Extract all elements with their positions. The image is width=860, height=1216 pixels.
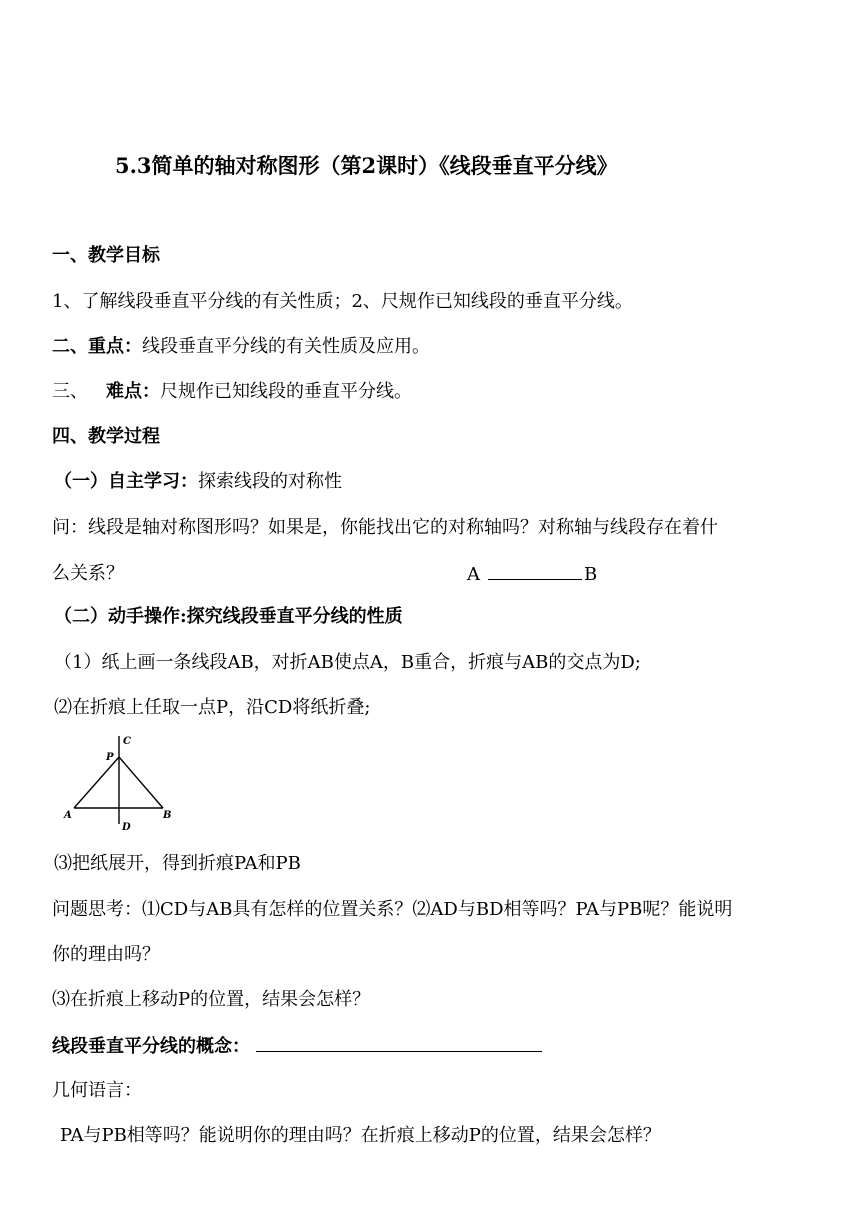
step2-text: ⑵在折痕上任取一点P，沿CD将纸折叠; bbox=[54, 697, 371, 718]
difficulty-label: 难点： bbox=[106, 381, 160, 402]
objectives-text: 1、了解线段垂直平分线的有关性质；2、尺规作已知线段的垂直平分线。 bbox=[52, 291, 633, 312]
section-heading-process: 四、教学过程 bbox=[52, 426, 160, 447]
difficulty-text: 尺规作已知线段的垂直平分线。 bbox=[160, 381, 412, 402]
step3-text: ⑶把纸展开，得到折痕PA和PB bbox=[54, 853, 301, 874]
label-b: B bbox=[163, 810, 172, 821]
final-question: PA与PB相等吗？能说明你的理由吗？在折痕上移动P的位置，结果会怎样？ bbox=[60, 1125, 661, 1146]
concept-blank bbox=[256, 1033, 542, 1052]
step1-text: （1）纸上画一条线段AB，对折AB使点A，B重合，折痕与AB的交点为D; bbox=[54, 652, 641, 673]
segment-label-b: B bbox=[584, 564, 598, 585]
label-p: P bbox=[106, 752, 114, 763]
segment-line bbox=[488, 561, 582, 580]
label-d: D bbox=[122, 822, 131, 832]
part2-heading: （二）动手操作:探究线段垂直平分线的性质 bbox=[54, 606, 403, 627]
segment-ab bbox=[467, 561, 597, 588]
segment-label-a: A bbox=[467, 564, 480, 585]
geo-language-label: 几何语言： bbox=[52, 1080, 142, 1101]
part1-label: （一）自主学习： bbox=[54, 471, 198, 492]
label-c: C bbox=[123, 736, 131, 747]
label-a: A bbox=[64, 810, 72, 821]
think-line2: 你的理由吗？ bbox=[52, 944, 160, 965]
concept-line bbox=[52, 1033, 542, 1060]
key-point-line bbox=[52, 334, 430, 360]
segment-pa bbox=[74, 757, 119, 808]
difficulty-line bbox=[52, 379, 412, 405]
part1-text: 探索线段的对称性 bbox=[198, 471, 342, 492]
concept-label: 线段垂直平分线的概念： bbox=[52, 1036, 250, 1057]
section-heading-objectives: 一、教学目标 bbox=[52, 245, 160, 266]
question1-line2: 么关系？ bbox=[52, 563, 124, 584]
part1-line bbox=[54, 469, 342, 495]
think-line1: 问题思考：⑴CD与AB具有怎样的位置关系？⑵AD与BD相等吗？PA与PB呢？能说明 bbox=[52, 899, 733, 920]
think-line3: ⑶在折痕上移动P的位置，结果会怎样？ bbox=[52, 989, 371, 1010]
difficulty-number: 三、 bbox=[52, 381, 88, 402]
document-title: 5.3简单的轴对称图形（第2课时）《线段垂直平分线》 bbox=[115, 153, 618, 178]
fold-figure bbox=[60, 732, 180, 832]
key-point-text: 线段垂直平分线的有关性质及应用。 bbox=[142, 336, 430, 357]
key-point-label: 二、重点： bbox=[52, 336, 142, 357]
question1-line1: 问：线段是轴对称图形吗？如果是，你能找出它的对称轴吗？对称轴与线段存在着什 bbox=[52, 517, 718, 538]
segment-pb bbox=[119, 757, 163, 808]
